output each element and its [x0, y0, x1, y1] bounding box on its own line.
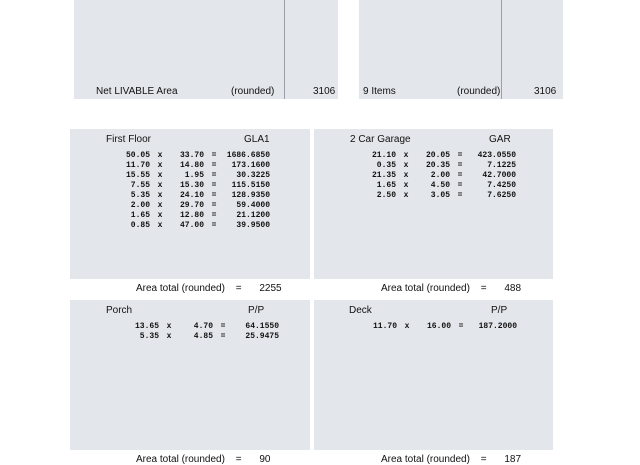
section-garage — [314, 129, 553, 279]
dimension-b: 15.30 — [179, 181, 204, 190]
equals-sign: = — [211, 181, 217, 190]
rounded-label: (rounded) — [457, 86, 501, 97]
section-name: Deck — [349, 305, 372, 316]
row-area: 187.2000 — [478, 322, 517, 331]
equals-sign: = — [457, 151, 463, 160]
area-total-first-floor — [136, 283, 282, 294]
dimension-a: 21.35 — [371, 171, 396, 180]
dimension-b: 3.05 — [430, 191, 450, 200]
section-first-floor — [70, 129, 310, 279]
dimension-b: 33.70 — [179, 151, 204, 160]
times-sign: x — [157, 181, 163, 190]
row-area: 64.1550 — [245, 322, 279, 331]
equals-sign: = — [457, 191, 463, 200]
row-area: 1686.6850 — [226, 151, 270, 160]
items-total-value: 3106 — [534, 86, 557, 97]
dimension-a: 2.00 — [130, 201, 150, 210]
dimension-a: 0.35 — [376, 161, 396, 170]
row-area: 7.1225 — [487, 161, 516, 170]
section-code: GAR — [489, 134, 511, 145]
section-porch — [70, 300, 310, 450]
dimension-a: 5.35 — [130, 191, 150, 200]
row-area: 115.5150 — [231, 181, 270, 190]
dimension-a: 13.65 — [134, 322, 159, 331]
equals-sign: = — [211, 211, 217, 220]
calc-row — [358, 171, 516, 181]
calc-row — [358, 151, 516, 161]
section-code: P/P — [491, 305, 508, 316]
dimension-b: 47.00 — [179, 221, 204, 230]
equals-sign: = — [220, 332, 226, 341]
area-total-value: 187 — [504, 454, 522, 465]
row-area: 423.0550 — [477, 151, 516, 160]
area-total-label: Area total (rounded) — [381, 454, 470, 465]
row-area: 42.7000 — [482, 171, 516, 180]
dimension-b: 4.70 — [193, 322, 213, 331]
section-name: 2 Car Garage — [350, 134, 411, 145]
equals-sign: = — [211, 201, 217, 210]
dimension-b: 14.80 — [179, 161, 204, 170]
times-sign: x — [166, 322, 172, 331]
calc-row — [112, 151, 270, 161]
dimension-b: 2.00 — [430, 171, 450, 180]
dimension-a: 2.50 — [376, 191, 396, 200]
calc-row — [112, 171, 270, 181]
dimension-b: 1.95 — [184, 171, 204, 180]
calc-row — [358, 191, 516, 201]
section-name: First Floor — [106, 134, 151, 145]
equals-sign: = — [235, 454, 242, 465]
calc-row — [112, 161, 270, 171]
area-total-garage — [381, 283, 521, 294]
section-deck — [314, 300, 553, 450]
row-area: 21.1200 — [236, 211, 270, 220]
row-area: 7.6250 — [487, 191, 516, 200]
dimension-a: 0.85 — [130, 221, 150, 230]
times-sign: x — [157, 221, 163, 230]
dimension-b: 16.00 — [426, 322, 451, 331]
section-code: GLA1 — [244, 134, 270, 145]
dimension-b: 20.35 — [425, 161, 450, 170]
equals-sign: = — [457, 161, 463, 170]
dimension-a: 1.65 — [376, 181, 396, 190]
row-area: 7.4250 — [487, 181, 516, 190]
rounded-label: (rounded) — [231, 86, 275, 97]
dimension-a: 7.55 — [130, 181, 150, 190]
equals-sign: = — [220, 322, 226, 331]
calc-table — [358, 151, 516, 201]
equals-sign: = — [211, 171, 217, 180]
row-area: 128.9350 — [231, 191, 270, 200]
summary-divider — [284, 0, 285, 99]
section-code: P/P — [248, 305, 265, 316]
dimension-a: 15.55 — [125, 171, 150, 180]
dimension-a: 5.35 — [139, 332, 159, 341]
dimension-b: 29.70 — [179, 201, 204, 210]
net-livable-label: Net LIVABLE Area — [96, 86, 178, 97]
row-area: 30.3225 — [236, 171, 270, 180]
times-sign: x — [403, 191, 409, 200]
dimension-a: 11.70 — [125, 161, 150, 170]
times-sign: x — [403, 161, 409, 170]
items-count-label: 9 Items — [363, 86, 396, 97]
dimension-b: 12.80 — [179, 211, 204, 220]
calc-row — [121, 332, 279, 342]
calc-row — [358, 161, 516, 171]
times-sign: x — [403, 151, 409, 160]
row-area: 25.9475 — [245, 332, 279, 341]
row-area: 59.4000 — [236, 201, 270, 210]
area-total-label: Area total (rounded) — [136, 283, 225, 294]
times-sign: x — [157, 151, 163, 160]
calc-row — [358, 181, 516, 191]
calc-row — [121, 322, 279, 332]
row-area: 39.9500 — [236, 221, 270, 230]
times-sign: x — [157, 161, 163, 170]
summary-panel-right — [359, 0, 563, 99]
equals-sign: = — [235, 283, 242, 294]
times-sign: x — [157, 201, 163, 210]
calc-row — [112, 181, 270, 191]
net-livable-value: 3106 — [313, 86, 336, 97]
equals-sign: = — [480, 454, 487, 465]
calc-row — [112, 221, 270, 231]
times-sign: x — [157, 211, 163, 220]
area-total-value: 90 — [259, 454, 271, 465]
calc-table — [359, 322, 517, 332]
summary-divider — [501, 0, 502, 99]
times-sign: x — [157, 171, 163, 180]
dimension-a: 50.05 — [125, 151, 150, 160]
equals-sign: = — [458, 322, 464, 331]
calc-row — [112, 191, 270, 201]
calc-row — [112, 201, 270, 211]
dimension-b: 24.10 — [179, 191, 204, 200]
calc-row — [359, 322, 517, 332]
times-sign: x — [403, 171, 409, 180]
equals-sign: = — [211, 221, 217, 230]
area-total-value: 2255 — [259, 283, 282, 294]
times-sign: x — [157, 191, 163, 200]
row-area: 173.1600 — [231, 161, 270, 170]
equals-sign: = — [457, 181, 463, 190]
area-total-label: Area total (rounded) — [136, 454, 225, 465]
dimension-a: 1.65 — [130, 211, 150, 220]
calc-table — [121, 322, 279, 342]
summary-panel-left — [74, 0, 338, 99]
section-name: Porch — [106, 305, 133, 316]
calc-row — [112, 211, 270, 221]
equals-sign: = — [457, 171, 463, 180]
times-sign: x — [166, 332, 172, 341]
area-total-label: Area total (rounded) — [381, 283, 470, 294]
times-sign: x — [404, 322, 410, 331]
equals-sign: = — [480, 283, 487, 294]
dimension-b: 4.50 — [430, 181, 450, 190]
dimension-b: 4.85 — [193, 332, 213, 341]
equals-sign: = — [211, 161, 217, 170]
dimension-a: 21.10 — [371, 151, 396, 160]
calc-table — [112, 151, 270, 231]
dimension-b: 20.05 — [425, 151, 450, 160]
equals-sign: = — [211, 191, 217, 200]
area-total-value: 488 — [504, 283, 522, 294]
dimension-a: 11.70 — [372, 322, 397, 331]
times-sign: x — [403, 181, 409, 190]
equals-sign: = — [211, 151, 217, 160]
